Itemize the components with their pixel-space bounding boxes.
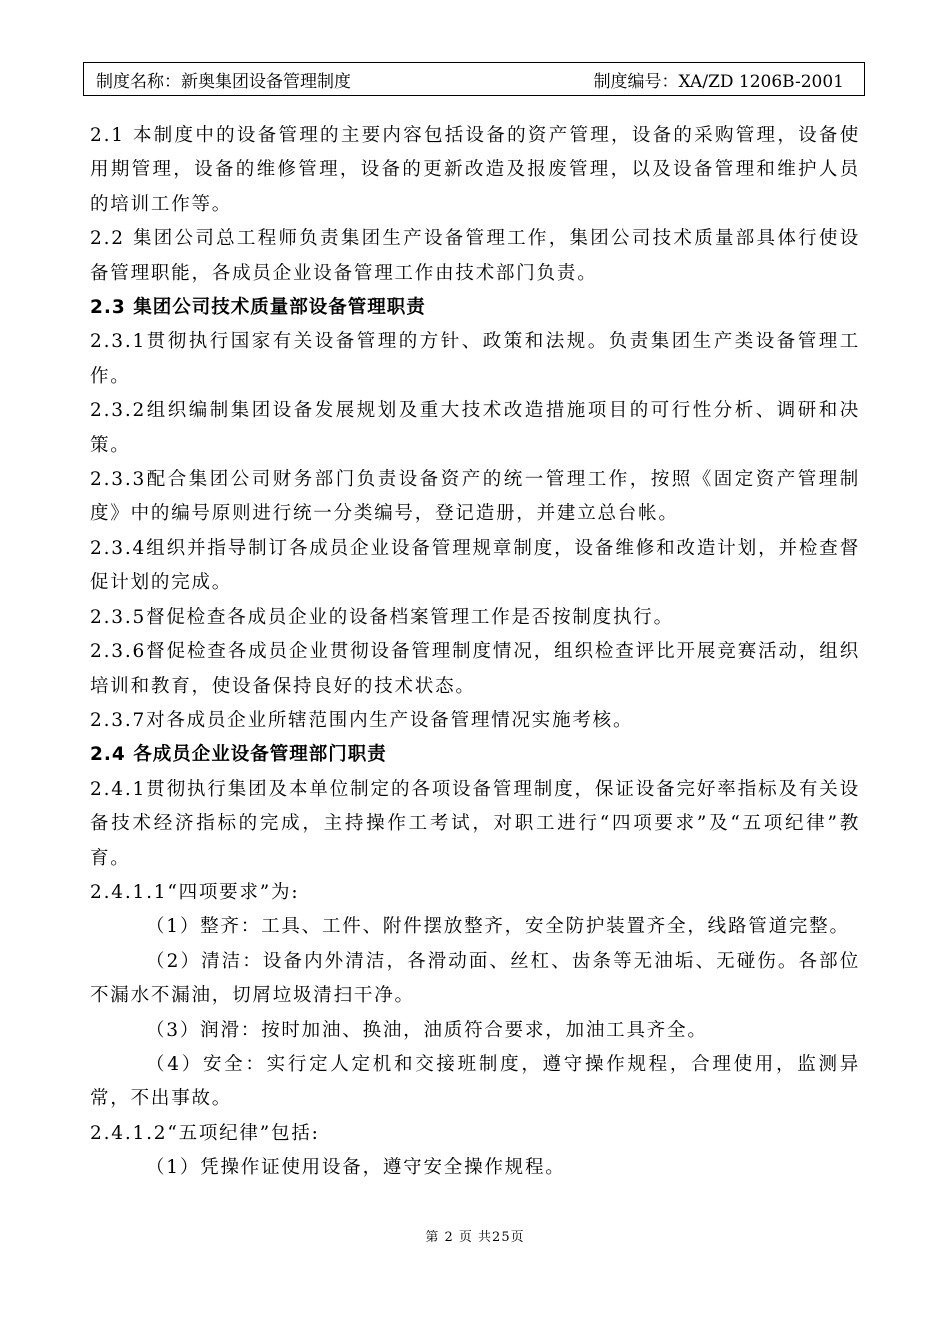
paragraph-2-2: 2.2 集团公司总工程师负责集团生产设备管理工作，集团公司技术质量部具体行使设备管理职能，各成员企业设备管理工作由技术部门负责。 xyxy=(90,228,860,284)
list-item-clean: （2）清洁：设备内外清洁，各滑动面、丝杠、齿条等无油垢、无碰伤。各部位不漏水不漏油，切屑垃圾清扫干净。 xyxy=(90,950,860,1007)
paragraph-2-4-1: 2.4.1贯彻执行集团及本单位制定的各项设备管理制度，保证设备完好率指标及有关设备技术经济指标的完成，主持操作工考试，对职工进行“四项要求”及“五项纪律”教育。 xyxy=(90,778,860,869)
regulation-number: 制度编号：XA/ZD 1206B-2001 xyxy=(593,71,844,92)
section-heading-2-3: 2.3 集团公司技术质量部设备管理职责 xyxy=(90,297,426,319)
paragraph-2-3-1: 2.3.1贯彻执行国家有关设备管理的方针、政策和法规。负责集团生产类设备管理工作。 xyxy=(90,331,860,387)
paragraph-2-3-5: 2.3.5督促检查各成员企业的设备档案管理工作是否按制度执行。 xyxy=(90,606,674,628)
document-header xyxy=(83,62,865,96)
list-item-lubrication: （3）润滑：按时加油、换油，油质符合要求，加油工具齐全。 xyxy=(146,1019,708,1041)
list-item-tidy: （1）整齐：工具、工件、附件摆放整齐，安全防护装置齐全，线路管道完整。 xyxy=(146,916,850,938)
paragraph-2-3-3: 2.3.3配合集团公司财务部门负责设备资产的统一管理工作，按照《固定资产管理制度》中的编号原则进行统一分类编号，登记造册，并建立总台帐。 xyxy=(90,469,860,525)
paragraph-2-3-7: 2.3.7对各成员企业所辖范围内生产设备管理情况实施考核。 xyxy=(90,709,634,731)
paragraph-2-4-1-1: 2.4.1.1“四项要求”为: xyxy=(90,881,300,903)
paragraph-2-3-2: 2.3.2组织编制集团设备发展规划及重大技术改造措施项目的可行性分析、调研和决策。 xyxy=(90,400,860,456)
paragraph-2-4-1-2: 2.4.1.2“五项纪律”包括: xyxy=(90,1122,320,1144)
list-item-certificate: （1）凭操作证使用设备，遵守安全操作规程。 xyxy=(146,1157,566,1179)
list-item-safety: （4）安全：实行定人定机和交接班制度，遵守操作规程，合理使用，监测异常，不出事故。 xyxy=(90,1053,860,1110)
paragraph-2-1: 2.1 本制度中的设备管理的主要内容包括设备的资产管理，设备的采购管理，设备使用期管理，设备的维修管理，设备的更新改造及报废管理，以及设备管理和维护人员的培训工作等。 xyxy=(90,125,860,215)
paragraph-2-3-4: 2.3.4组织并指导制订各成员企业设备管理规章制度，设备维修和改造计划，并检查督促计划的完成。 xyxy=(90,537,860,594)
page-number: 第 2 页 共25页 xyxy=(425,1230,525,1245)
document-body xyxy=(90,119,860,1186)
paragraph-2-3-6: 2.3.6督促检查各成员企业贯彻设备管理制度情况，组织检查评比开展竞赛活动，组织培训和教育，使设备保持良好的技术状态。 xyxy=(90,641,860,697)
section-heading-2-4: 2.4 各成员企业设备管理部门职责 xyxy=(90,744,387,766)
regulation-name: 制度名称：新奥集团设备管理制度 xyxy=(96,71,351,92)
